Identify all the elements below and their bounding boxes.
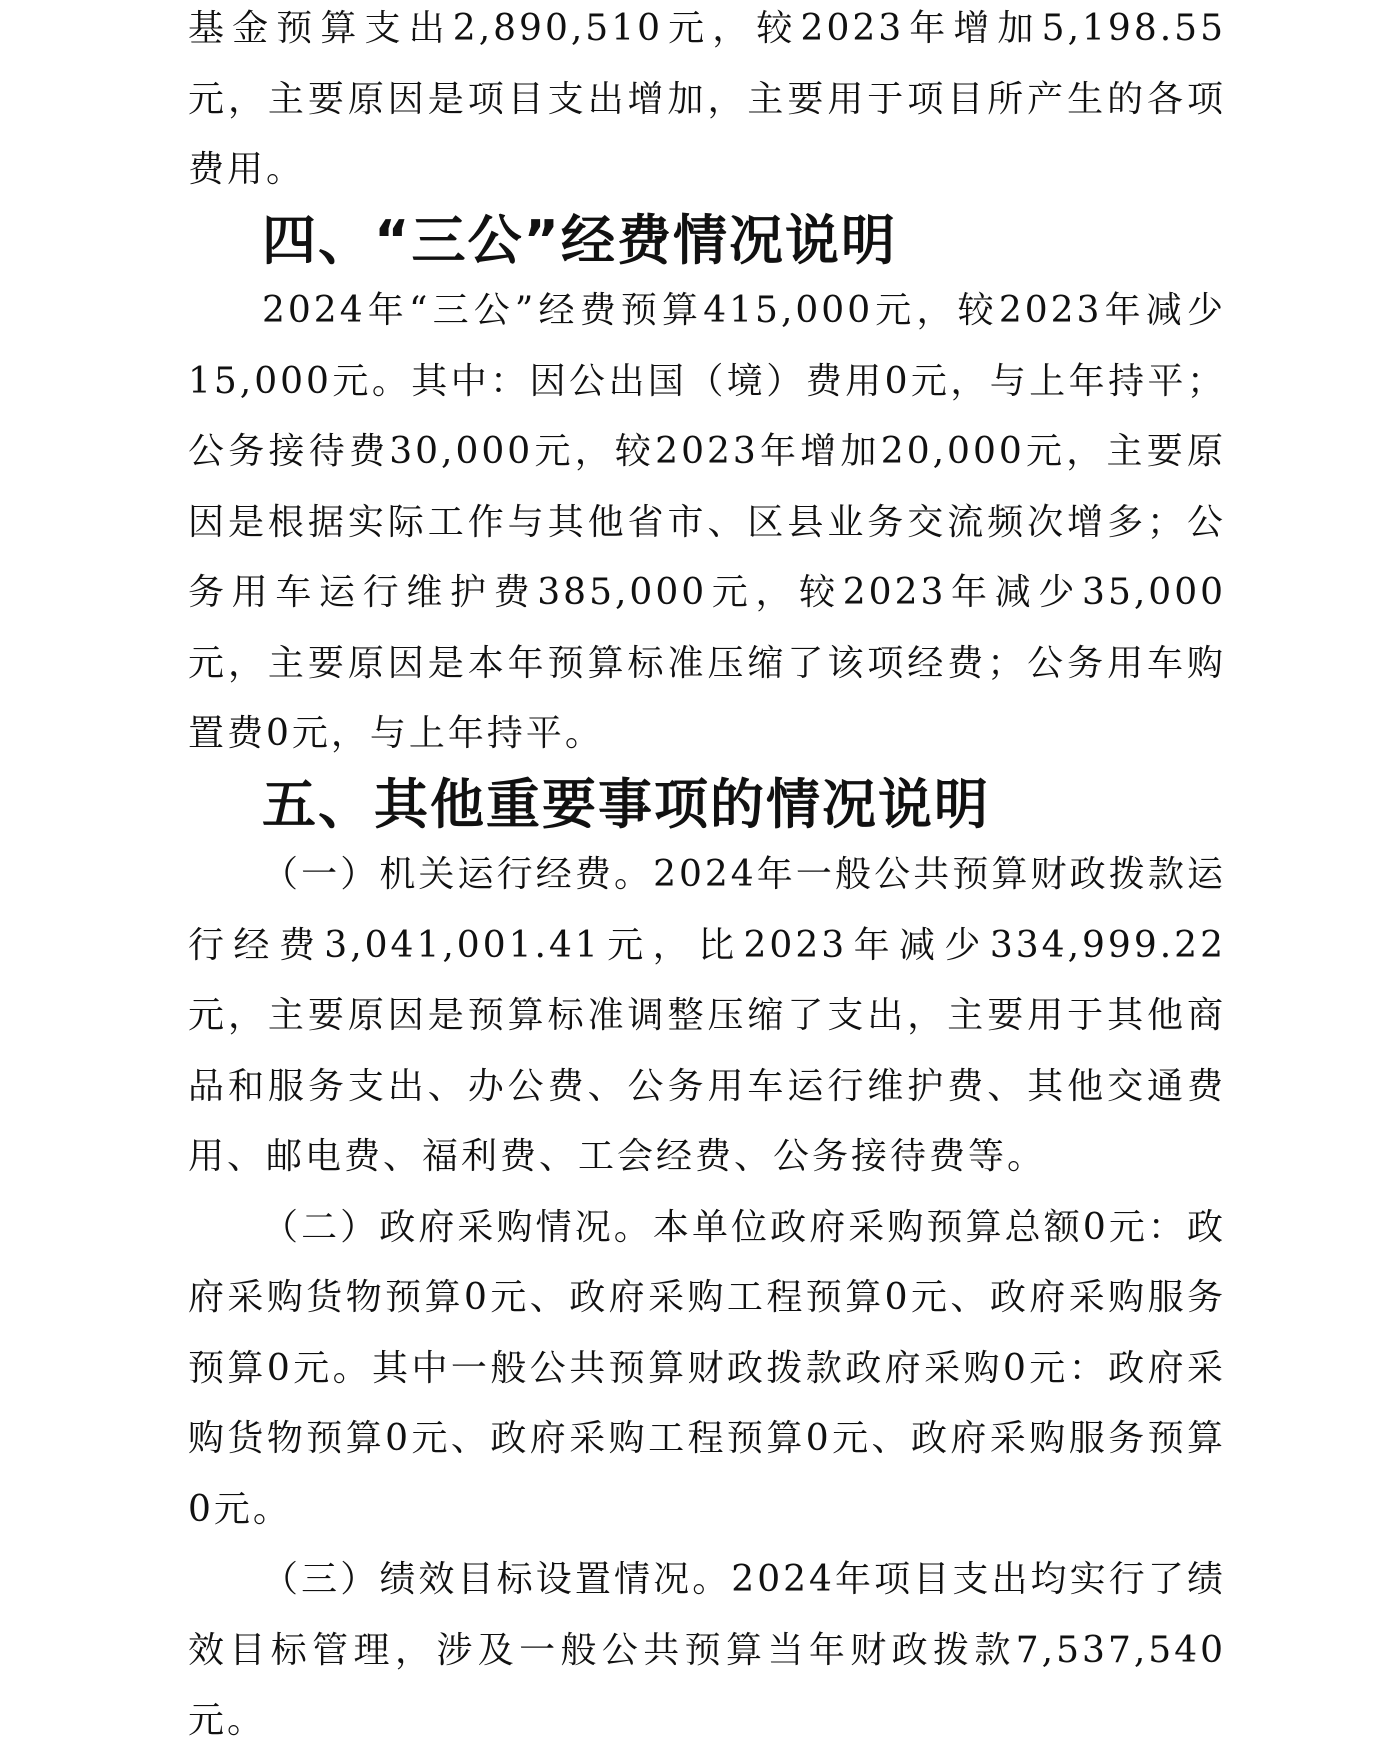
section-5-item-3: （三）绩效目标设置情况。2024年项目支出均实行了绩效目标管理，涉及一般公共预算当年财政拨款7,537,540元。 [188, 1559, 1226, 1741]
continuation-paragraph: 基金预算支出2,890,510元，较2023年增加5,198.55元，主要原因是项目支出增加，主要用于项目所产生的各项费用。 [188, 8, 1226, 190]
section-5-item-1: （一）机关运行经费。2024年一般公共预算财政拨款运行经费3,041,001.41元，比2023年减少334,999.22元，主要原因是预算标准调整压缩了支出，主要用于其他商品和服务支出、办公费、公务用车运行维护费、其他交通费用、邮电费、福利费、工会经费、公务接待费等。 [188, 854, 1226, 1177]
document-page [188, 0, 1226, 1757]
section-5-item-2: （二）政府采购情况。本单位政府采购预算总额0元：政府采购货物预算0元、政府采购工程预算0元、政府采购服务预算0元。其中一般公共预算财政拨款政府采购0元：政府采购货物预算0元、政府采购工程预算0元、政府采购服务预算0元。 [188, 1206, 1226, 1530]
section-4-paragraph: 2024年“三公”经费预算415,000元，较2023年减少15,000元。其中：因公出国（境）费用0元，与上年持平；公务接待费30,000元，较2023年增加20,000元，主要原因是根据实际工作与其他省市、区县业务交流频次增多；公务用车运行维护费385,000元，较2023年减少35,000元，主要原因是本年预算标准压缩了该项经费；公务用车购置费0元，与上年持平。 [188, 290, 1226, 754]
section-5-heading: 五、其他重要事项的情况说明 [262, 772, 990, 836]
section-4-heading: 四、“三公”经费情况说明 [262, 208, 897, 272]
